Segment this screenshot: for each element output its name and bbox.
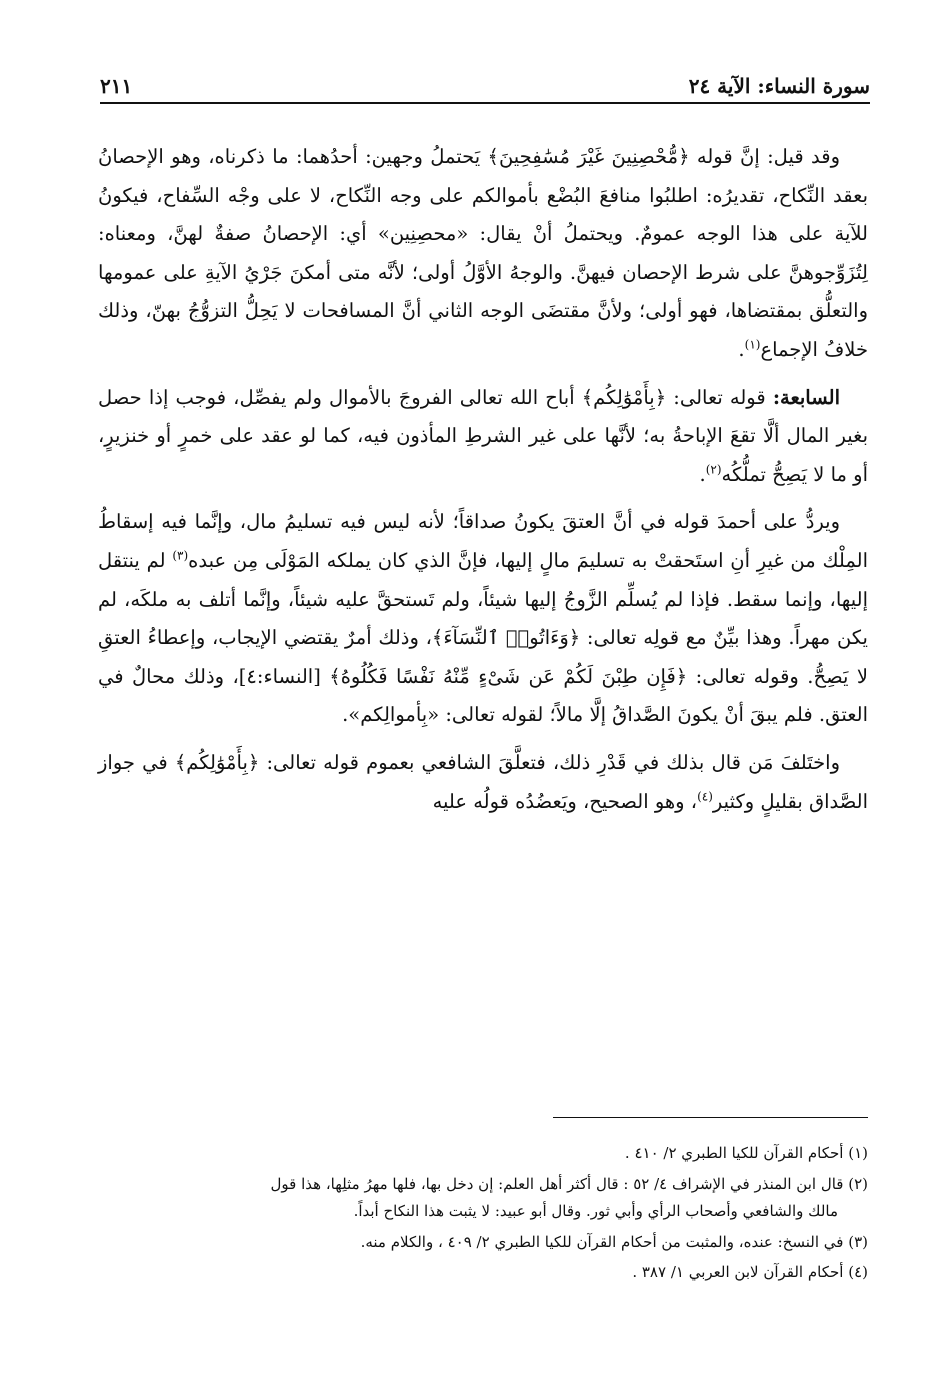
footnote-ref-4[interactable]: (٤) bbox=[697, 789, 713, 803]
paragraph-tail: ، وهو الصحيح، ويَعضُدُه قولُه عليه bbox=[432, 789, 698, 813]
paragraph-tail: لم ينتقل إليها، وإنما سقط. فإذا لم يُسلِّم الزَّوجُ إليها شيئاً، ولم تَستحقَّ عليه شيئاً، وإنَّما أتلف به ملكَه، لم يكن مهراً. وهذا بيِّنٌ مع قولِه تعالى: ﴿وَءَاتُوا۟ ٱلنِّسَآءَ﴾، وذلك أمرٌ يقتضي الإيجاب، وإعطاءُ العتقِ لا يَصِحُّ. وقوله تعالى: ﴿فَإِن طِبْنَ لَكُمْ عَن شَىْءٍ مِّنْهُ نَفْسًا فَكُلُوهُ﴾ [النساء:٤]، وذلك محالٌ في العتق. فلم يبقَ أنْ يكونَ الصَّداقُ إلَّا مالاً؛ لقوله تعالى: «بِأموالِكم». bbox=[98, 548, 868, 727]
footnote-continuation: مالك والشافعي وأصحاب الرأي وأبي ثور. وقال أبو عبيد: لا يثبت هذا النكاح أبداً. bbox=[353, 1202, 838, 1220]
paragraph-1 bbox=[98, 138, 868, 370]
paragraph-3 bbox=[98, 503, 868, 735]
footnote-text: (٣) في النسخ: عنده، والمثبت من أحكام القرآن للكيا الطبري ٢/ ٤٠٩ ، والكلام منه. bbox=[360, 1232, 868, 1251]
section-keyword: السابعة: bbox=[772, 385, 840, 409]
footnotes bbox=[98, 1140, 868, 1290]
footnote-3 bbox=[98, 1229, 868, 1257]
footnote-text: (٤) أحكام القرآن لابن العربي ١/ ٣٨٧ . bbox=[632, 1263, 868, 1281]
paragraph-text: وقد قيل: إنَّ قوله ﴿مُّحْصِنِينَ غَيْرَ مُسَٰفِحِينَ﴾ يَحتملُ وجهين: أحدُهما: ما ذكرناه، وهو الإحصانُ بعقد النِّكاح، تقديرُه: اطلبُوا منافعَ البُضْع بأموالكم على وجه النِّكاح، لا على وجْه السِّفاح، فيكونُ للآية على هذا الوجه عمومٌ. ويحتملُ أنْ يقال: «محصِنِين» أي: الإحصانُ صفةٌ لهنَّ، ومعناه: لِتُزَوِّجوهنَّ على شرط الإحصان فيهنَّ. والوجهُ الأوَّلُ أولى؛ لأنَّه متى أمكنَ جَرْيُ الآيةِ على عمومها والتعلُّق بمقتضاها، فهو أولى؛ ولأنَّ مقتضَى الوجه الثاني أنَّ المسافحات لا يَحِلُّ التزوُّجُ بهنّ، وذلك خلافُ الإجماع bbox=[98, 145, 868, 361]
paragraph-4 bbox=[98, 744, 868, 821]
running-header bbox=[100, 62, 870, 98]
paragraph-tail: . bbox=[738, 337, 745, 361]
footnote-2 bbox=[98, 1171, 868, 1226]
paragraph-text: ويردُّ على أحمدَ قوله في أنَّ العتقَ يكونُ صداقاً؛ لأنه ليس فيه تسليمُ مال، وإنَّما فيه إسقاطُ المِلْك من غيرِ أنِ استَحقتْ به تسليمَ مالٍ إليها، فإنَّ الذي كان يملكه المَوْلَى مِن عبده bbox=[98, 510, 868, 572]
footnote-text: (١) أحكام القرآن للكيا الطبري ٢/ ٤١٠ . bbox=[624, 1144, 868, 1162]
footnote-divider bbox=[553, 1117, 868, 1118]
main-text bbox=[98, 138, 868, 830]
footnote-text: (٢) قال ابن المنذر في الإشراف ٤/ ٥٢ : قال أكثر أهل العلم: إن دخل بها، فلها مهرُ مثلِها، هذا قول bbox=[270, 1174, 868, 1193]
footnote-ref-1[interactable]: (١) bbox=[744, 337, 761, 352]
paragraph-2 bbox=[98, 379, 868, 495]
footnote-ref-2[interactable]: (٢) bbox=[705, 462, 722, 477]
footnote-1 bbox=[98, 1140, 868, 1168]
header-divider bbox=[100, 102, 870, 104]
paragraph-text: واختَلفَ مَن قال بذلك في قَدْرِ ذلك، فتعلَّقَ الشافعي بعموم قوله تعالى: ﴿بِأَمْوَٰلِكُم﴾ في جواز الصَّداق بقليلٍ وكثير bbox=[98, 750, 868, 813]
page-number: ٢١١ bbox=[100, 74, 133, 98]
surah-title: سورة النساء: الآية ٢٤ bbox=[688, 74, 870, 98]
paragraph-text: قوله تعالى: ﴿بِأَمْوَٰلِكُم﴾ أباح الله تعالى الفروجَ بالأموال ولم يفصِّل، فوجب إذا حصل بغير المال ألَّا تقعَ الإباحةُ به؛ لأنَّها على غير الشرطِ المأذون فيه، كما لو عقد على خمرٍ أو خنزيرٍ، أو ما لا يَصِحُّ تملُّكُه bbox=[98, 385, 868, 486]
paragraph-tail: . bbox=[699, 462, 706, 486]
footnote-4 bbox=[98, 1259, 868, 1287]
footnote-ref-3[interactable]: (٣) bbox=[172, 548, 189, 563]
